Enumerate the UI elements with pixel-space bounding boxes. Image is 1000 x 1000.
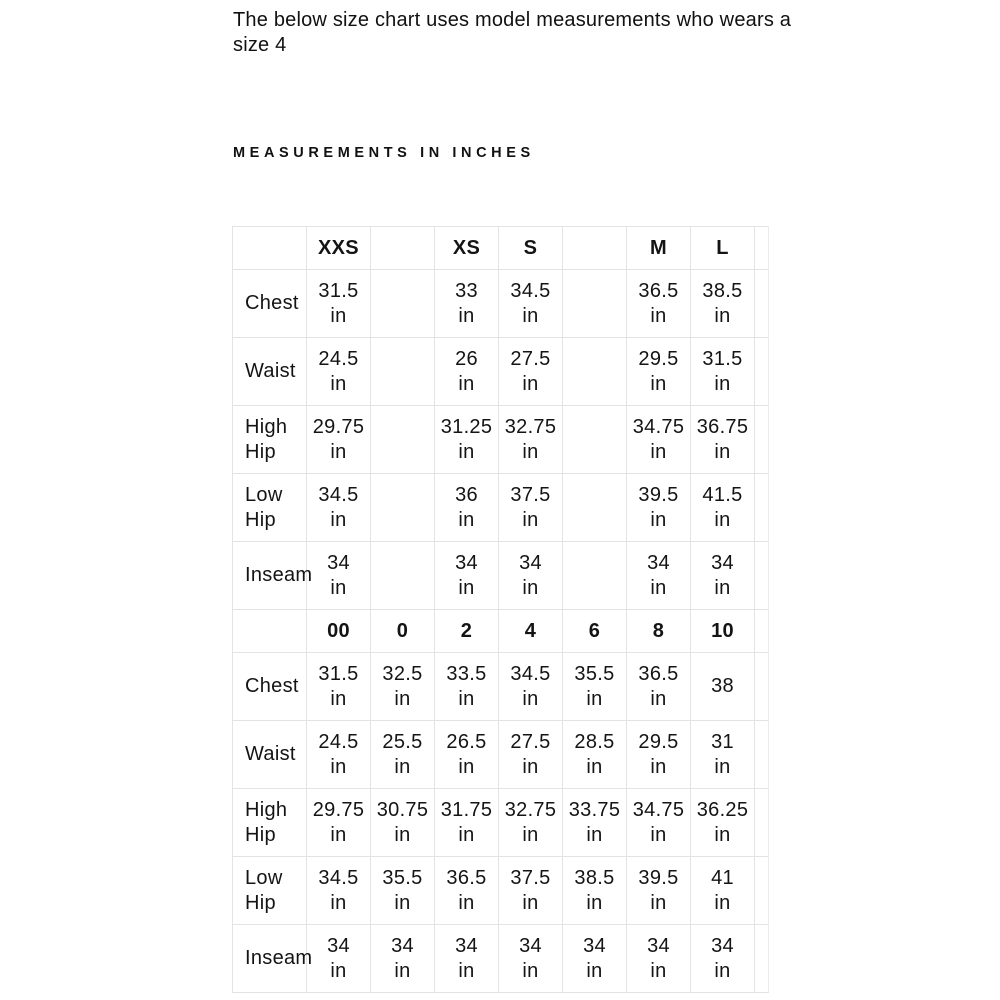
size-header-cell [371, 227, 435, 270]
size-header-cell: 00 [307, 610, 371, 653]
measurement-value-cell: 34 in [307, 542, 371, 610]
measurement-value-cell: 34 in [435, 542, 499, 610]
measurement-value-cell: 31.5 in [307, 270, 371, 338]
table-edge-cell [755, 406, 769, 474]
header-corner-cell [233, 610, 307, 653]
measurement-value-cell: 34 in [307, 925, 371, 993]
measurement-row [233, 338, 769, 406]
size-header-cell: M [627, 227, 691, 270]
measurement-value-cell: 34.75 in [627, 789, 691, 857]
measurement-row [233, 542, 769, 610]
table-edge-cell [755, 925, 769, 993]
measurement-value-cell: 28.5 in [563, 721, 627, 789]
table-edge-cell [755, 857, 769, 925]
measurement-value-cell: 41.5 in [691, 474, 755, 542]
measurement-value-cell: 34 in [691, 542, 755, 610]
measurement-value-cell: 34.75 in [627, 406, 691, 474]
table-edge-cell [755, 542, 769, 610]
measurement-value-cell: 36.5 in [435, 857, 499, 925]
header-corner-cell [233, 227, 307, 270]
measurement-label: Inseam [233, 925, 307, 993]
measurement-label: Waist [233, 338, 307, 406]
table-edge-cell [755, 789, 769, 857]
measurement-value-cell: 38.5 in [691, 270, 755, 338]
measurement-value-cell: 34 in [371, 925, 435, 993]
measurement-value-cell: 26 in [435, 338, 499, 406]
measurement-value-cell: 38 [691, 653, 755, 721]
table-edge-cell [755, 227, 769, 270]
measurement-value-cell: 32.75 in [499, 406, 563, 474]
measurement-value-cell: 34 in [563, 925, 627, 993]
measurement-value-cell: 37.5 in [499, 857, 563, 925]
measurement-value-cell: 29.75 in [307, 789, 371, 857]
measurement-value-cell: 31 in [691, 721, 755, 789]
measurement-value-cell: 36.25 in [691, 789, 755, 857]
table-edge-cell [755, 474, 769, 542]
measurement-value-cell [563, 474, 627, 542]
size-chart-body [233, 227, 769, 993]
measurement-value-cell: 32.75 in [499, 789, 563, 857]
measurement-value-cell [563, 270, 627, 338]
measurement-value-cell: 25.5 in [371, 721, 435, 789]
measurement-value-cell: 27.5 in [499, 338, 563, 406]
size-header-cell: XXS [307, 227, 371, 270]
measurement-label: Low Hip [233, 474, 307, 542]
measurement-row [233, 721, 769, 789]
measurement-label: Chest [233, 653, 307, 721]
measurement-value-cell: 31.75 in [435, 789, 499, 857]
measurement-value-cell: 30.75 in [371, 789, 435, 857]
measurement-row [233, 857, 769, 925]
measurement-value-cell: 34.5 in [307, 474, 371, 542]
measurement-value-cell: 35.5 in [371, 857, 435, 925]
measurement-row [233, 270, 769, 338]
measurement-value-cell: 29.5 in [627, 338, 691, 406]
table-edge-cell [755, 721, 769, 789]
measurement-value-cell [371, 474, 435, 542]
measurement-value-cell: 31.5 in [691, 338, 755, 406]
measurement-value-cell: 29.5 in [627, 721, 691, 789]
measurement-value-cell: 31.25 in [435, 406, 499, 474]
measurement-value-cell: 33.75 in [563, 789, 627, 857]
measurement-value-cell: 31.5 in [307, 653, 371, 721]
measurement-value-cell: 36.75 in [691, 406, 755, 474]
measurement-label: Low Hip [233, 857, 307, 925]
measurement-value-cell [371, 270, 435, 338]
size-header-cell: 4 [499, 610, 563, 653]
measurement-row [233, 925, 769, 993]
measurement-value-cell: 34 in [627, 542, 691, 610]
size-header-cell: XS [435, 227, 499, 270]
measurement-value-cell [563, 406, 627, 474]
measurement-value-cell: 39.5 in [627, 857, 691, 925]
measurement-value-cell: 33.5 in [435, 653, 499, 721]
measurement-value-cell: 36 in [435, 474, 499, 542]
measurement-value-cell: 36.5 in [627, 653, 691, 721]
section-title: MEASUREMENTS IN INCHES [233, 145, 535, 161]
table-edge-cell [755, 338, 769, 406]
size-header-row [233, 227, 769, 270]
measurement-value-cell [371, 542, 435, 610]
measurement-value-cell: 34 in [691, 925, 755, 993]
measurement-value-cell: 34 in [435, 925, 499, 993]
measurement-value-cell: 34.5 in [499, 653, 563, 721]
measurement-value-cell: 34.5 in [307, 857, 371, 925]
measurement-value-cell [371, 338, 435, 406]
measurement-value-cell: 38.5 in [563, 857, 627, 925]
measurement-row [233, 474, 769, 542]
measurement-row [233, 406, 769, 474]
size-header-cell: 0 [371, 610, 435, 653]
measurement-value-cell: 24.5 in [307, 338, 371, 406]
measurement-label: Waist [233, 721, 307, 789]
size-header-cell [563, 227, 627, 270]
table-edge-cell [755, 653, 769, 721]
size-header-cell: 8 [627, 610, 691, 653]
measurement-value-cell: 29.75 in [307, 406, 371, 474]
measurement-value-cell: 37.5 in [499, 474, 563, 542]
table-edge-cell [755, 610, 769, 653]
measurement-label: High Hip [233, 406, 307, 474]
measurement-value-cell: 26.5 in [435, 721, 499, 789]
size-header-cell: 6 [563, 610, 627, 653]
measurement-row [233, 789, 769, 857]
measurement-value-cell: 41 in [691, 857, 755, 925]
measurement-label: High Hip [233, 789, 307, 857]
measurement-value-cell: 32.5 in [371, 653, 435, 721]
measurement-value-cell [563, 542, 627, 610]
size-header-cell: L [691, 227, 755, 270]
size-header-cell: 10 [691, 610, 755, 653]
measurement-label: Chest [233, 270, 307, 338]
measurement-value-cell: 34.5 in [499, 270, 563, 338]
size-header-cell: S [499, 227, 563, 270]
measurement-value-cell [371, 406, 435, 474]
measurement-value-cell: 34 in [499, 925, 563, 993]
size-chart-table [232, 226, 769, 993]
measurement-value-cell: 39.5 in [627, 474, 691, 542]
measurement-value-cell: 33 in [435, 270, 499, 338]
table-edge-cell [755, 270, 769, 338]
size-header-row [233, 610, 769, 653]
measurement-value-cell: 27.5 in [499, 721, 563, 789]
measurement-value-cell [563, 338, 627, 406]
measurement-row [233, 653, 769, 721]
measurement-value-cell: 34 in [627, 925, 691, 993]
measurement-value-cell: 36.5 in [627, 270, 691, 338]
measurement-value-cell: 35.5 in [563, 653, 627, 721]
measurement-value-cell: 24.5 in [307, 721, 371, 789]
measurement-label: Inseam [233, 542, 307, 610]
size-header-cell: 2 [435, 610, 499, 653]
measurement-value-cell: 34 in [499, 542, 563, 610]
intro-text: The below size chart uses model measurements who wears a size 4 [233, 9, 792, 56]
